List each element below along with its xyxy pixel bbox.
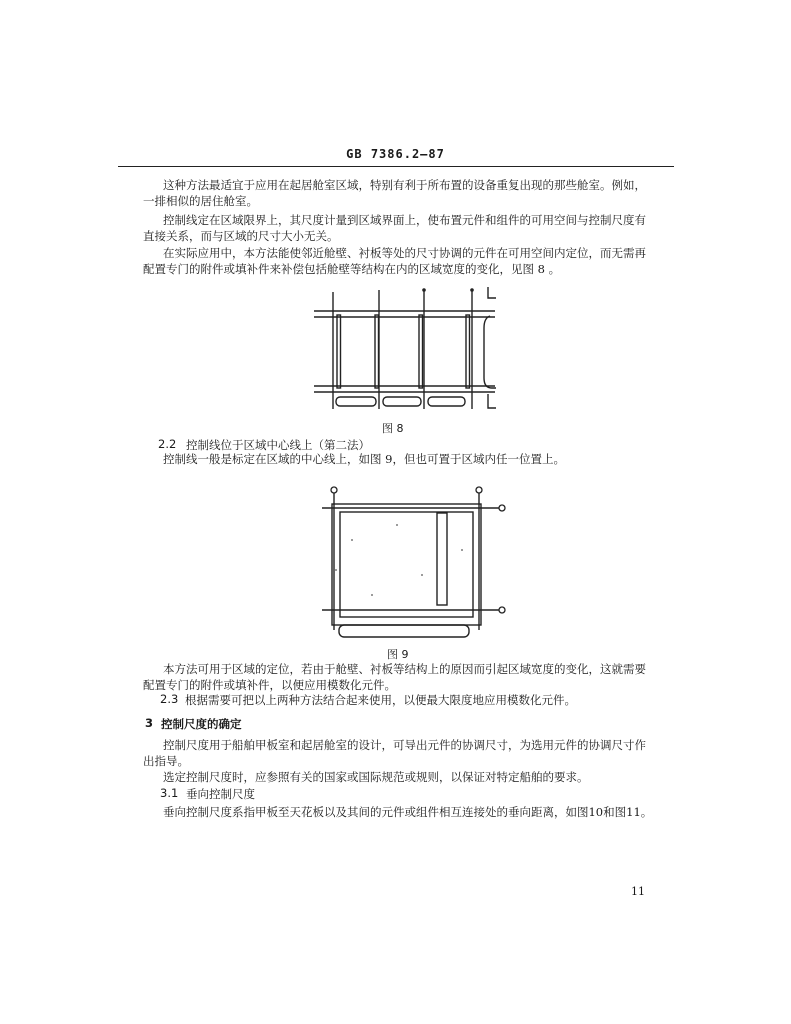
section-3-1-title: 垂向控制尺度 [186,787,255,801]
section-2-2-number: 2.2 [158,437,177,451]
section-2-3-number: 2.3 [160,692,179,706]
paragraph-1-line-2: 一排相似的居住舱室。 [143,194,258,208]
figure-8-caption: 图 8 [382,422,404,435]
section-2-2-title: 控制线位于区域中心线上（第二法） [186,438,370,452]
header-rule [118,166,674,167]
page-number: 11 [631,885,645,898]
paragraph-8: 垂向控制尺度系指甲板至天花板以及其间的元件或组件相互连接处的垂向距离，如图10和图11。 [163,805,653,819]
paragraph-5-line-1: 本方法可用于区域的定位，若由于舱壁、衬板等结构上的原因而引起区域宽度的变化，这就需要 [163,662,646,676]
paragraph-6-line-1: 控制尺度用于船舶甲板室和起居舱室的设计，可导出元件的协调尺寸，为选用元件的协调尺寸作 [163,738,646,752]
section-3-1-number: 3.1 [160,786,179,800]
section-3-number: 3 [145,716,154,730]
paragraph-7: 选定控制尺度时，应参照有关的国家或国际规范或规则，以保证对特定船舶的要求。 [163,770,589,784]
figure-9-caption: 图 9 [387,648,409,661]
section-2-3-text: 根据需要可把以上两种方法结合起来使用，以便最大限度地应用模数化元件。 [185,693,576,707]
document-header-code: GB 7386.2—87 [346,147,445,161]
paragraph-2-line-1: 控制线定在区域限界上，其尺度计量到区域界面上，使布置元件和组件的可用空间与控制尺度有 [163,213,646,227]
figure-8-diagram [300,284,510,419]
paragraph-1-line-1: 这种方法最适宜于应用在起居舱室区域，特别有利于所布置的设备重复出现的那些舱室。例如， [163,178,646,192]
figure-9-diagram [312,480,522,645]
paragraph-3-line-2: 配置专门的附件或填补件来补偿包括舱壁等结构在内的区域宽度的变化，见图 8 。 [143,262,561,276]
paragraph-5-line-2: 配置专门的附件或填补件，以便应用模数化元件。 [143,678,396,692]
paragraph-3-line-1: 在实际应用中，本方法能使邻近舱壁、衬板等处的尺寸协调的元件在可用空间内定位，而无需再 [163,246,646,260]
section-3-title: 控制尺度的确定 [161,717,242,731]
paragraph-4: 控制线一般是标定在区域的中心线上，如图 9，但也可置于区域内任一位置上。 [163,452,565,466]
paragraph-6-line-2: 出指导。 [143,754,189,768]
paragraph-2-line-2: 直接关系，而与区域的尺寸大小无关。 [143,229,339,243]
